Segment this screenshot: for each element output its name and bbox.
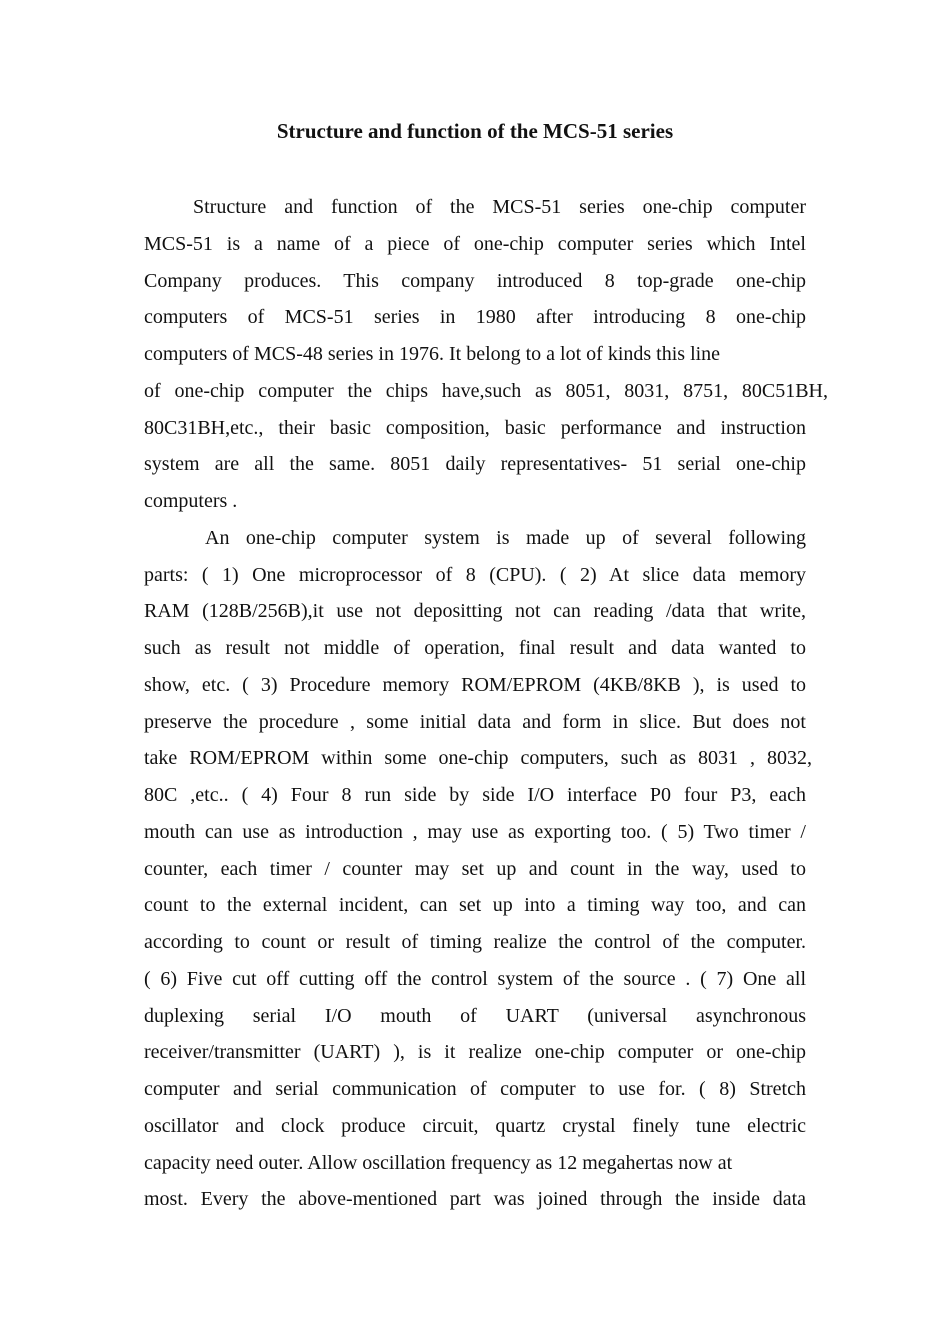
text-line: An one-chip computer system is made up of several following bbox=[205, 526, 806, 549]
text-line: count to the external incident, can set up into a timing way too, and can bbox=[144, 894, 806, 917]
text-line: such as result not middle of operation, final result and data wanted to bbox=[144, 637, 806, 659]
text-line: preserve the procedure , some initial data and form in slice. But does not bbox=[144, 710, 806, 733]
text-line: computers of MCS-48 series in 1976. It belong to a lot of kinds this line bbox=[144, 343, 721, 365]
text-line: 80C31BH,etc., their basic composition, basic performance and instruction bbox=[144, 416, 806, 439]
text-line: RAM (128B/256B),it use not depositting not can reading /data that write, bbox=[144, 600, 806, 623]
text-line: Structure and function of the MCS-51 series one-chip computer bbox=[193, 196, 806, 218]
text-line: computer and serial communication of computer to use for. ( 8) Stretch bbox=[144, 1078, 806, 1100]
text-line: according to count or result of timing realize the control of the computer. bbox=[144, 931, 806, 953]
text-line: MCS-51 is a name of a piece of one-chip computer series which Intel bbox=[144, 232, 806, 255]
text-line: mouth can use as introduction , may use as exporting too. ( 5) Two timer / bbox=[144, 820, 806, 843]
paragraph-1 bbox=[144, 192, 828, 523]
text-line: system are all the same. 8051 daily representatives- 51 serial one-chip bbox=[144, 453, 806, 476]
text-line: most. Every the above-mentioned part was joined through the inside data bbox=[144, 1188, 806, 1211]
text-line: parts: ( 1) One microprocessor of 8 (CPU). ( 2) At slice data memory bbox=[144, 563, 806, 586]
document-title: Structure and function of the MCS-51 series bbox=[276, 119, 674, 143]
text-line: receiver/transmitter (UART) ), is it realize one-chip computer or one-chip bbox=[144, 1041, 806, 1064]
text-line: computers . bbox=[144, 490, 238, 512]
text-line: counter, each timer / counter may set up and count in the way, used to bbox=[144, 857, 806, 880]
text-line: computers of MCS-51 series in 1980 after introducing 8 one-chip bbox=[144, 306, 806, 329]
text-line: ( 6) Five cut off cutting off the control system of the source . ( 7) One all bbox=[144, 967, 806, 990]
text-line: capacity need outer. Allow oscillation frequency as 12 megahertas now at bbox=[144, 1151, 733, 1174]
document-body bbox=[144, 192, 828, 1221]
text-line: duplexing serial I/O mouth of UART (universal asynchronous bbox=[144, 1004, 806, 1027]
text-line: oscillator and clock produce circuit, quartz crystal finely tune electric bbox=[144, 1114, 806, 1137]
text-line: of one-chip computer the chips have,such as 8051, 8031, 8751, 80C51BH, bbox=[144, 379, 828, 402]
text-line: take ROM/EPROM within some one-chip computers, such as 8031 , 8032, bbox=[144, 747, 812, 770]
text-line: show, etc. ( 3) Procedure memory ROM/EPROM (4KB/8KB ), is used to bbox=[144, 673, 806, 696]
text-line: Company produces. This company introduced 8 top-grade one-chip bbox=[144, 269, 806, 292]
text-line: 80C ,etc.. ( 4) Four 8 run side by side I/O interface P0 four P3, each bbox=[144, 784, 806, 806]
paragraph-2 bbox=[144, 523, 812, 1221]
